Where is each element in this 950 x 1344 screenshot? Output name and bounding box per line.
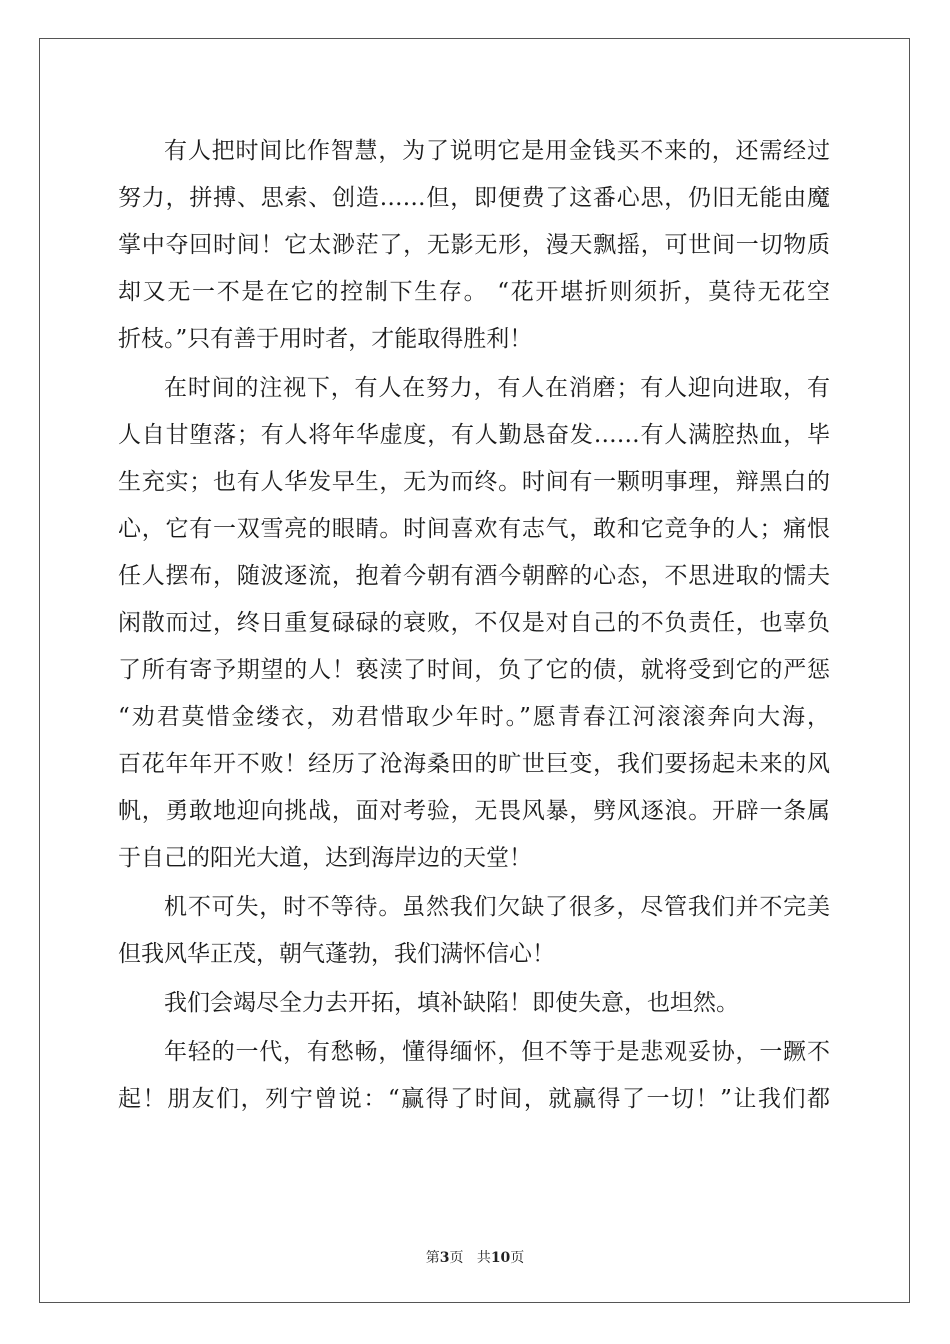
text-line: “劝君莫惜金缕衣，劝君惜取少年时。”愿青春江河滚滚奔向大海， <box>118 704 830 730</box>
text-line: 任人摆布，随波逐流，抱着今朝有酒今朝醉的心态，不思进取的懦夫 <box>118 563 830 589</box>
document-body <box>118 128 830 1123</box>
total-unit: 页 <box>510 1250 525 1266</box>
total-pages: 10 <box>490 1250 511 1266</box>
text-line: 了所有寄予期望的人！亵渎了时间，负了它的债，就将受到它的严惩 <box>118 657 830 683</box>
page-footer <box>0 1247 950 1267</box>
paragraph-4 <box>118 980 830 1027</box>
text-line: 心，它有一双雪亮的眼睛。时间喜欢有志气，敢和它竞争的人；痛恨 <box>118 516 830 542</box>
total-prefix: 共 <box>476 1250 491 1266</box>
text-line: 生充实；也有人华发早生，无为而终。时间有一颗明事理，辩黑白的 <box>118 469 830 495</box>
text-line: 我们会竭尽全力去开拓，填补缺陷！即使失意，也坦然。 <box>164 990 739 1016</box>
text-line: 却又无一不是在它的控制下生存。 “花开堪折则须折，莫待无花空 <box>118 279 830 305</box>
text-line: 掌中夺回时间！它太渺茫了，无影无形，漫天飘摇，可世间一切物质 <box>118 232 830 258</box>
text-line: 机不可失，时不等待。虽然我们欠缺了很多，尽管我们并不完美 <box>164 894 830 920</box>
page-unit: 页 <box>449 1250 464 1266</box>
paragraph-3 <box>118 884 830 978</box>
text-line: 于自己的阳光大道，达到海岸边的天堂！ <box>118 845 532 871</box>
text-line: 有人把时间比作智慧，为了说明它是用金钱买不来的，还需经过 <box>164 138 830 164</box>
page-prefix: 第 <box>425 1250 440 1266</box>
text-line: 闲散而过，终日重复碌碌的衰败，不仅是对自己的不负责任，也辜负 <box>118 610 830 636</box>
text-line: 人自甘堕落；有人将年华虚度，有人勤恳奋发……有人满腔热血，毕 <box>118 422 830 448</box>
text-line: 但我风华正茂，朝气蓬勃，我们满怀信心！ <box>118 941 555 967</box>
paragraph-2 <box>118 365 830 882</box>
text-line: 百花年年开不败！经历了沧海桑田的旷世巨变，我们要扬起未来的风 <box>118 751 830 777</box>
text-line: 折枝。”只有善于用时者，才能取得胜利！ <box>118 326 533 352</box>
text-line: 起！朋友们，列宁曾说：“赢得了时间，就赢得了一切！”让我们都 <box>118 1086 830 1112</box>
text-line: 努力，拼搏、思索、创造……但，即便费了这番心思，仍旧无能由魔 <box>118 185 830 211</box>
paragraph-1 <box>118 128 830 363</box>
paragraph-5 <box>118 1029 830 1123</box>
text-line: 在时间的注视下，有人在努力，有人在消磨；有人迎向进取，有 <box>164 375 830 401</box>
page-number: 3 <box>439 1250 450 1266</box>
text-line: 帆，勇敢地迎向挑战，面对考验，无畏风暴，劈风逐浪。开辟一条属 <box>118 798 830 824</box>
text-line: 年轻的一代，有愁畅，懂得缅怀，但不等于是悲观妥协，一蹶不 <box>164 1039 830 1065</box>
